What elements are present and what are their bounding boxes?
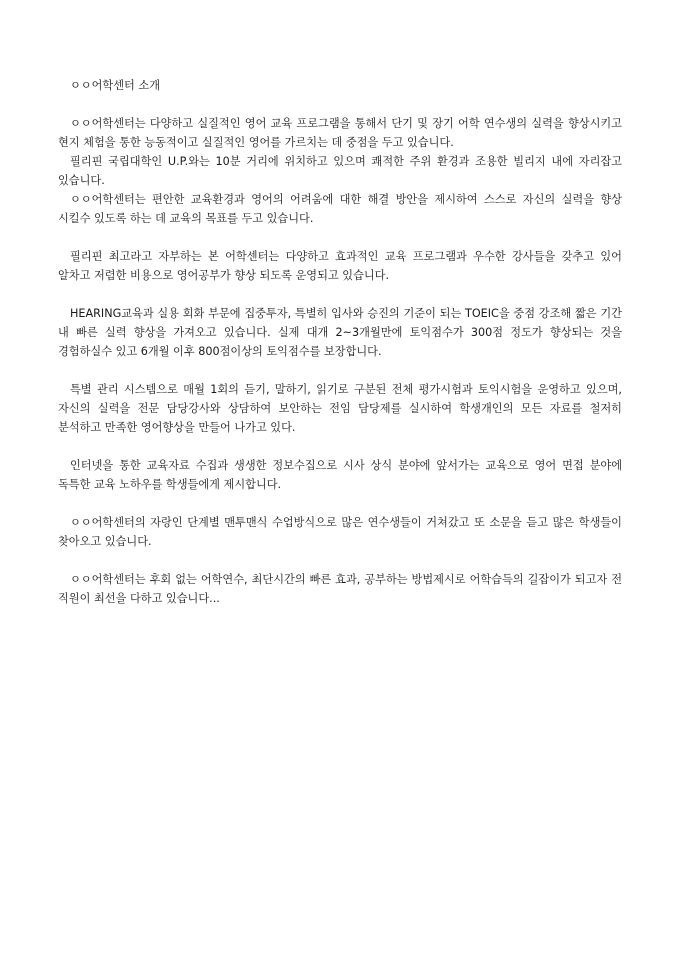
intro-paragraph: ㅇㅇ어학센터는 다양하고 실질적인 영어 교육 프로그램을 통해서 단기 및 장기 어학 연수생의 실력을 향상시키고 현지 체험을 통한 능동적이고 실질적인 영어를 가르치는 데 중점을 두고 있습니다. [58, 117, 622, 149]
internet-paragraph: 인터넷을 통한 교육자료 수집과 생생한 정보수집으로 시사 상식 분야에 앞서가는 교육으로 영어 면접 분야에 독특한 교육 노하우를 학생들에게 제시합니다. [58, 459, 622, 491]
method-paragraph: ㅇㅇ어학센터의 자랑인 단계별 맨투맨식 수업방식으로 많은 연수생들이 거쳐갔고 또 소문을 듣고 많은 학생들이 찾아오고 있습니다. [58, 516, 622, 548]
program-paragraph: 필리핀 최고라고 자부하는 본 어학센터는 다양하고 효과적인 교육 프로그램과 우수한 강사들을 갖추고 있어 알차고 저렴한 비용으로 영어공부가 향상 되도록 운영되고 있습니다. [58, 250, 622, 282]
location-paragraph: 필리핀 국립대학인 U.P.와는 10분 거리에 위치하고 있으며 쾌적한 주위 환경과 조용한 빌리지 내에 자리잡고 있습니다. [58, 155, 622, 187]
document-page [58, 76, 622, 608]
goal-paragraph: ㅇㅇ어학센터는 편안한 교육환경과 영어의 어려움에 대한 해결 방안을 제시하여 스스로 자신의 실력을 향상 시킬수 있도록 하는 데 교육의 목표를 두고 있습니다. [58, 193, 622, 225]
document-title: ㅇㅇ어학센터 소개 [70, 79, 161, 92]
management-paragraph: 특별 관리 시스템으로 매월 1회의 듣기, 말하기, 읽기로 구분된 전체 평가시험과 토익시험을 운영하고 있으며, 자신의 실력을 전문 담당강사와 상담하여 보안하는 전임 담당제를 실시하여 학생개인의 모든 자료를 철저히 분석하고 만족한 영어향상을 만들어 나가고 있다. [58, 383, 622, 434]
closing-paragraph: ㅇㅇ어학센터는 후회 없는 어학연수, 최단시간의 빠른 효과, 공부하는 방법제시로 어학습득의 길잡이가 되고자 전 직원이 최선을 다하고 있습니다... [58, 573, 622, 605]
toeic-paragraph: HEARING교육과 실용 회화 부문에 집중투자, 특별히 입사와 승진의 기준이 되는 TOEIC을 중점 강조해 짧은 기간 내 빠른 실력 향상을 가져오고 있습니다. 실제 대개 2~3개월만에 토익점수가 300점 정도가 향상되는 것을 경험하실수 있고 6개월 이후 800점이상의 토익점수를 보장합니다. [58, 307, 622, 358]
